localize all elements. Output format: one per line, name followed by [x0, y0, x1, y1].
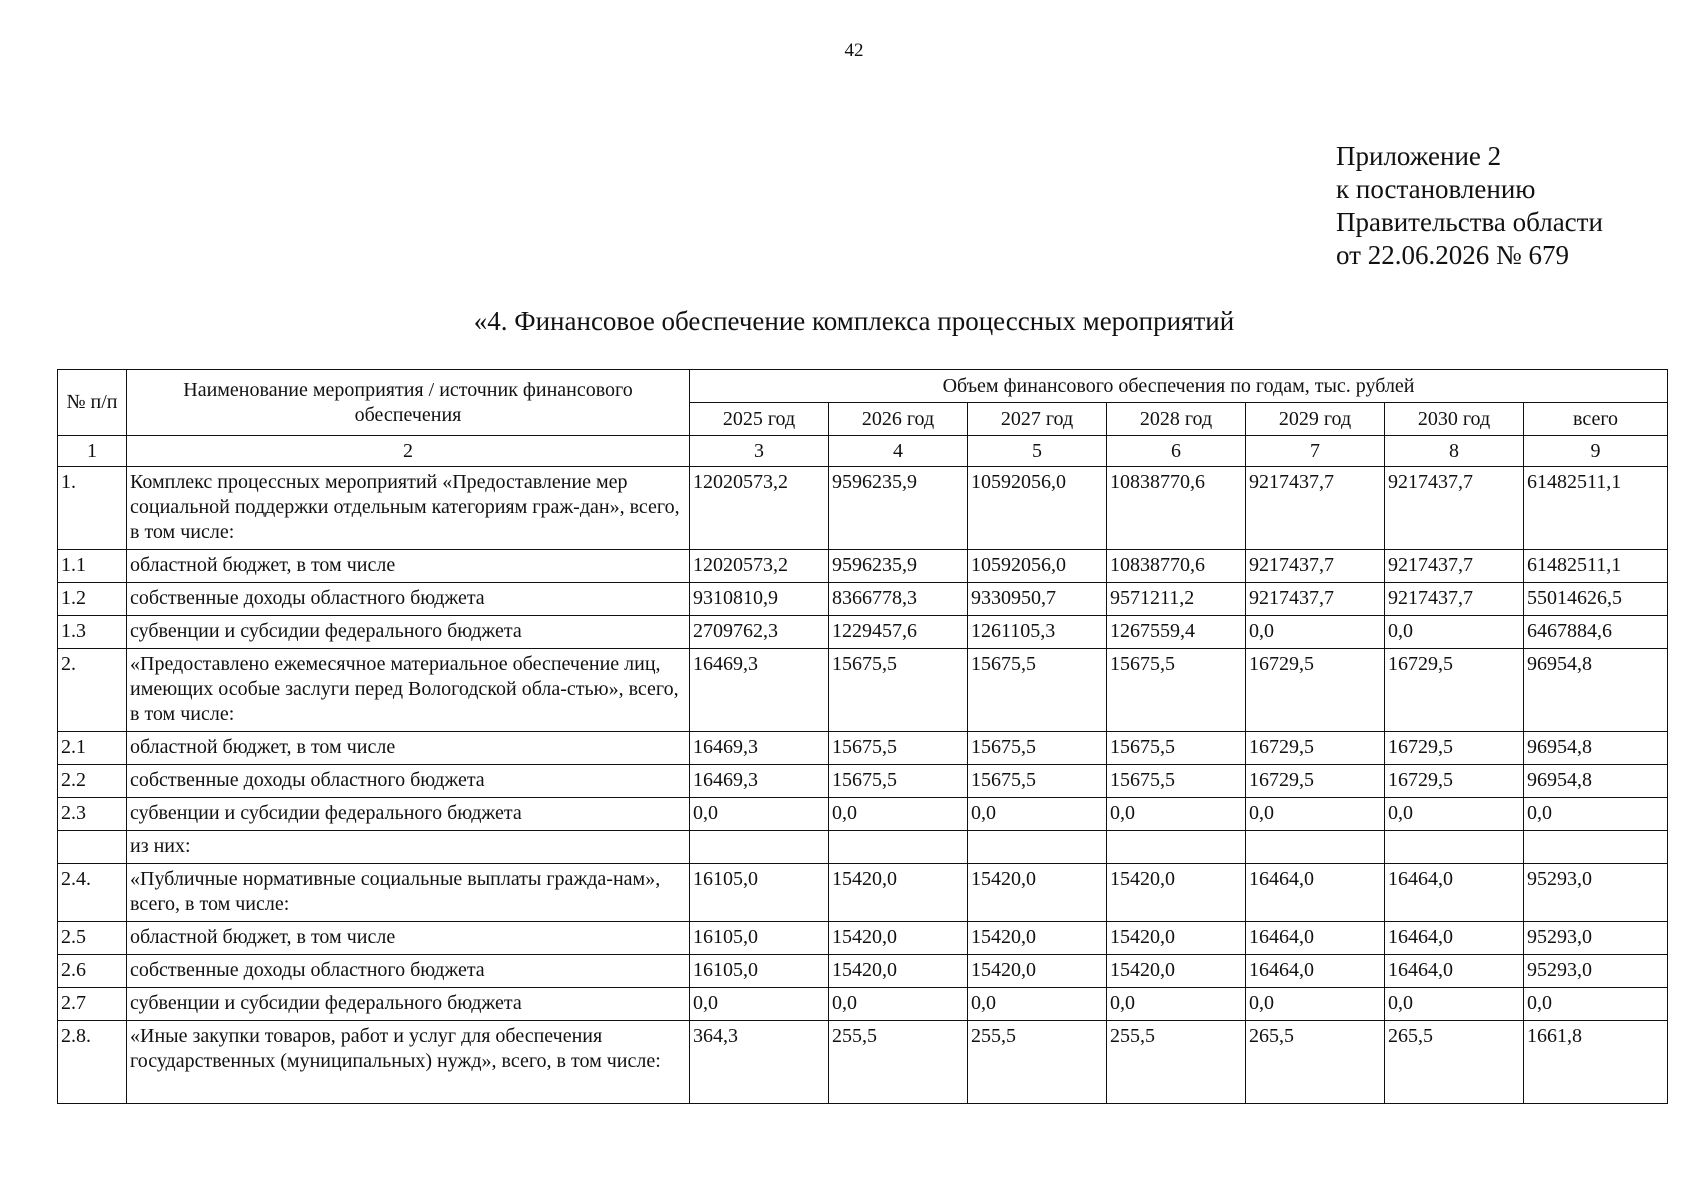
row-number: 2.6	[58, 955, 127, 988]
row-year-value	[968, 831, 1107, 864]
row-total-value: 96954,8	[1524, 765, 1668, 798]
row-number: 2.8.	[58, 1021, 127, 1104]
row-year-value: 9596235,9	[829, 550, 968, 583]
row-year-value: 1267559,4	[1107, 616, 1246, 649]
row-year-value: 0,0	[829, 798, 968, 831]
row-year-value: 16105,0	[690, 864, 829, 922]
header-year: 2028 год	[1107, 403, 1246, 436]
header-year: 2027 год	[968, 403, 1107, 436]
header-year: 2029 год	[1246, 403, 1385, 436]
row-year-value: 10592056,0	[968, 467, 1107, 550]
row-total-value: 0,0	[1524, 798, 1668, 831]
appendix-line: Правительства области	[1336, 207, 1603, 237]
row-year-value: 265,5	[1246, 1021, 1385, 1104]
row-year-value	[829, 831, 968, 864]
row-number: 1.2	[58, 583, 127, 616]
row-year-value: 255,5	[829, 1021, 968, 1104]
row-year-value: 0,0	[1246, 988, 1385, 1021]
row-year-value: 15675,5	[829, 649, 968, 732]
row-total-value: 55014626,5	[1524, 583, 1668, 616]
table-row	[58, 798, 1668, 831]
row-year-value: 16469,3	[690, 732, 829, 765]
column-number: 4	[829, 436, 968, 467]
row-year-value: 15420,0	[968, 955, 1107, 988]
row-year-value: 15420,0	[829, 922, 968, 955]
row-name: Комплекс процессных мероприятий «Предоставление мер социальной поддержки отдельным категориям граж-дан», всего, в том числе:	[127, 467, 690, 550]
row-name: собственные доходы областного бюджета	[127, 583, 690, 616]
financing-table	[57, 369, 1668, 1104]
row-number: 2.4.	[58, 864, 127, 922]
row-year-value: 15675,5	[1107, 732, 1246, 765]
table-row	[58, 550, 1668, 583]
row-name: «Иные закупки товаров, работ и услуг для обеспечения государственных (муниципальных) нужд», всего, в том числе:	[127, 1021, 690, 1104]
row-year-value: 15675,5	[829, 765, 968, 798]
table-row	[58, 988, 1668, 1021]
row-year-value	[1246, 831, 1385, 864]
row-year-value: 15420,0	[829, 955, 968, 988]
table-row	[58, 922, 1668, 955]
row-total-value: 95293,0	[1524, 864, 1668, 922]
table-row	[58, 765, 1668, 798]
row-year-value: 1229457,6	[829, 616, 968, 649]
row-year-value: 15675,5	[1107, 649, 1246, 732]
row-total-value	[1524, 831, 1668, 864]
row-year-value: 16464,0	[1385, 955, 1524, 988]
table-row	[58, 649, 1668, 732]
table-row	[58, 864, 1668, 922]
row-year-value: 0,0	[1246, 798, 1385, 831]
row-year-value: 9217437,7	[1385, 550, 1524, 583]
row-name: областной бюджет, в том числе	[127, 922, 690, 955]
row-year-value: 0,0	[1385, 988, 1524, 1021]
row-year-value: 15675,5	[829, 732, 968, 765]
row-year-value: 15420,0	[1107, 955, 1246, 988]
row-year-value: 9217437,7	[1246, 467, 1385, 550]
row-year-value: 10838770,6	[1107, 550, 1246, 583]
row-year-value: 16729,5	[1246, 765, 1385, 798]
row-number: 1.3	[58, 616, 127, 649]
column-number: 5	[968, 436, 1107, 467]
row-name: субвенции и субсидии федерального бюджета	[127, 616, 690, 649]
row-total-value: 96954,8	[1524, 649, 1668, 732]
row-name: «Предоставлено ежемесячное материальное обеспечение лиц, имеющих особые заслуги перед Вологодской обла-стью», всего, в том числе:	[127, 649, 690, 732]
row-year-value: 9596235,9	[829, 467, 968, 550]
table-row	[58, 616, 1668, 649]
row-name: собственные доходы областного бюджета	[127, 955, 690, 988]
row-number: 2.3	[58, 798, 127, 831]
table-row	[58, 467, 1668, 550]
header-year: 2025 год	[690, 403, 829, 436]
header-year: 2026 год	[829, 403, 968, 436]
row-year-value: 15420,0	[968, 864, 1107, 922]
row-number: 1.	[58, 467, 127, 550]
row-number	[58, 831, 127, 864]
row-name: областной бюджет, в том числе	[127, 732, 690, 765]
row-year-value: 9571211,2	[1107, 583, 1246, 616]
row-year-value: 15420,0	[968, 922, 1107, 955]
row-year-value: 12020573,2	[690, 467, 829, 550]
row-year-value: 16729,5	[1385, 732, 1524, 765]
row-year-value: 16729,5	[1385, 649, 1524, 732]
row-year-value: 0,0	[1107, 988, 1246, 1021]
row-name: субвенции и субсидии федерального бюджета	[127, 798, 690, 831]
row-year-value: 9217437,7	[1246, 550, 1385, 583]
header-num: № п/п	[58, 370, 127, 436]
column-number: 6	[1107, 436, 1246, 467]
row-year-value: 16464,0	[1385, 922, 1524, 955]
row-year-value: 265,5	[1385, 1021, 1524, 1104]
row-year-value: 0,0	[1107, 798, 1246, 831]
row-year-value: 1261105,3	[968, 616, 1107, 649]
row-number: 2.7	[58, 988, 127, 1021]
row-year-value: 9217437,7	[1385, 583, 1524, 616]
row-total-value: 95293,0	[1524, 922, 1668, 955]
row-year-value: 0,0	[968, 988, 1107, 1021]
row-total-value: 95293,0	[1524, 955, 1668, 988]
row-year-value: 16729,5	[1246, 732, 1385, 765]
table-row	[58, 732, 1668, 765]
table-row	[58, 583, 1668, 616]
row-year-value: 255,5	[968, 1021, 1107, 1104]
row-total-value: 6467884,6	[1524, 616, 1668, 649]
row-total-value: 61482511,1	[1524, 467, 1668, 550]
row-number: 1.1	[58, 550, 127, 583]
row-year-value: 15420,0	[829, 864, 968, 922]
table-row	[58, 1021, 1668, 1104]
row-name: «Публичные нормативные социальные выплаты гражда-нам», всего, в том числе:	[127, 864, 690, 922]
row-year-value: 9330950,7	[968, 583, 1107, 616]
appendix-block	[1336, 140, 1603, 272]
row-year-value: 16469,3	[690, 765, 829, 798]
row-name: областной бюджет, в том числе	[127, 550, 690, 583]
row-year-value: 16464,0	[1385, 864, 1524, 922]
column-number: 8	[1385, 436, 1524, 467]
column-number: 9	[1524, 436, 1668, 467]
table-row	[58, 955, 1668, 988]
row-year-value: 0,0	[690, 988, 829, 1021]
row-year-value: 12020573,2	[690, 550, 829, 583]
row-total-value: 61482511,1	[1524, 550, 1668, 583]
row-year-value: 364,3	[690, 1021, 829, 1104]
row-year-value: 0,0	[1385, 798, 1524, 831]
row-year-value: 16729,5	[1246, 649, 1385, 732]
column-number: 2	[127, 436, 690, 467]
row-total-value: 1661,8	[1524, 1021, 1668, 1104]
row-year-value: 0,0	[968, 798, 1107, 831]
row-year-value: 15420,0	[1107, 864, 1246, 922]
row-year-value: 0,0	[829, 988, 968, 1021]
row-year-value: 0,0	[690, 798, 829, 831]
header-total: всего	[1524, 403, 1668, 436]
row-year-value: 2709762,3	[690, 616, 829, 649]
row-name: из них:	[127, 831, 690, 864]
row-year-value: 8366778,3	[829, 583, 968, 616]
row-number: 2.5	[58, 922, 127, 955]
row-year-value: 16464,0	[1246, 922, 1385, 955]
header-year: 2030 год	[1385, 403, 1524, 436]
column-number: 7	[1246, 436, 1385, 467]
row-year-value: 15675,5	[968, 732, 1107, 765]
column-number: 1	[58, 436, 127, 467]
row-year-value: 9217437,7	[1246, 583, 1385, 616]
row-year-value: 15675,5	[968, 765, 1107, 798]
row-year-value: 15675,5	[1107, 765, 1246, 798]
row-name: субвенции и субсидии федерального бюджета	[127, 988, 690, 1021]
row-year-value: 16729,5	[1385, 765, 1524, 798]
column-number: 3	[690, 436, 829, 467]
row-number: 2.2	[58, 765, 127, 798]
row-name: собственные доходы областного бюджета	[127, 765, 690, 798]
appendix-line: Приложение 2	[1336, 141, 1502, 171]
row-year-value: 255,5	[1107, 1021, 1246, 1104]
row-year-value: 10838770,6	[1107, 467, 1246, 550]
row-number: 2.1	[58, 732, 127, 765]
appendix-line: от 22.06.2026 № 679	[1336, 240, 1569, 270]
row-year-value: 16469,3	[690, 649, 829, 732]
row-year-value: 9217437,7	[1385, 467, 1524, 550]
row-year-value: 0,0	[1385, 616, 1524, 649]
table-row	[58, 831, 1668, 864]
row-year-value	[1385, 831, 1524, 864]
row-year-value: 0,0	[1246, 616, 1385, 649]
row-year-value: 16105,0	[690, 922, 829, 955]
page-number: 42	[844, 40, 864, 61]
section-title: «4. Финансовое обеспечение комплекса процессных мероприятий	[473, 306, 1235, 336]
row-total-value: 96954,8	[1524, 732, 1668, 765]
row-year-value: 16105,0	[690, 955, 829, 988]
header-volume: Объем финансового обеспечения по годам, тыс. рублей	[690, 370, 1668, 403]
row-total-value: 0,0	[1524, 988, 1668, 1021]
header-name: Наименование мероприятия / источник финансового обеспечения	[127, 370, 690, 436]
row-number: 2.	[58, 649, 127, 732]
row-year-value	[690, 831, 829, 864]
row-year-value: 15420,0	[1107, 922, 1246, 955]
row-year-value: 16464,0	[1246, 955, 1385, 988]
row-year-value: 15675,5	[968, 649, 1107, 732]
row-year-value: 9310810,9	[690, 583, 829, 616]
row-year-value	[1107, 831, 1246, 864]
row-year-value: 10592056,0	[968, 550, 1107, 583]
row-year-value: 16464,0	[1246, 864, 1385, 922]
appendix-line: к постановлению	[1336, 174, 1536, 204]
